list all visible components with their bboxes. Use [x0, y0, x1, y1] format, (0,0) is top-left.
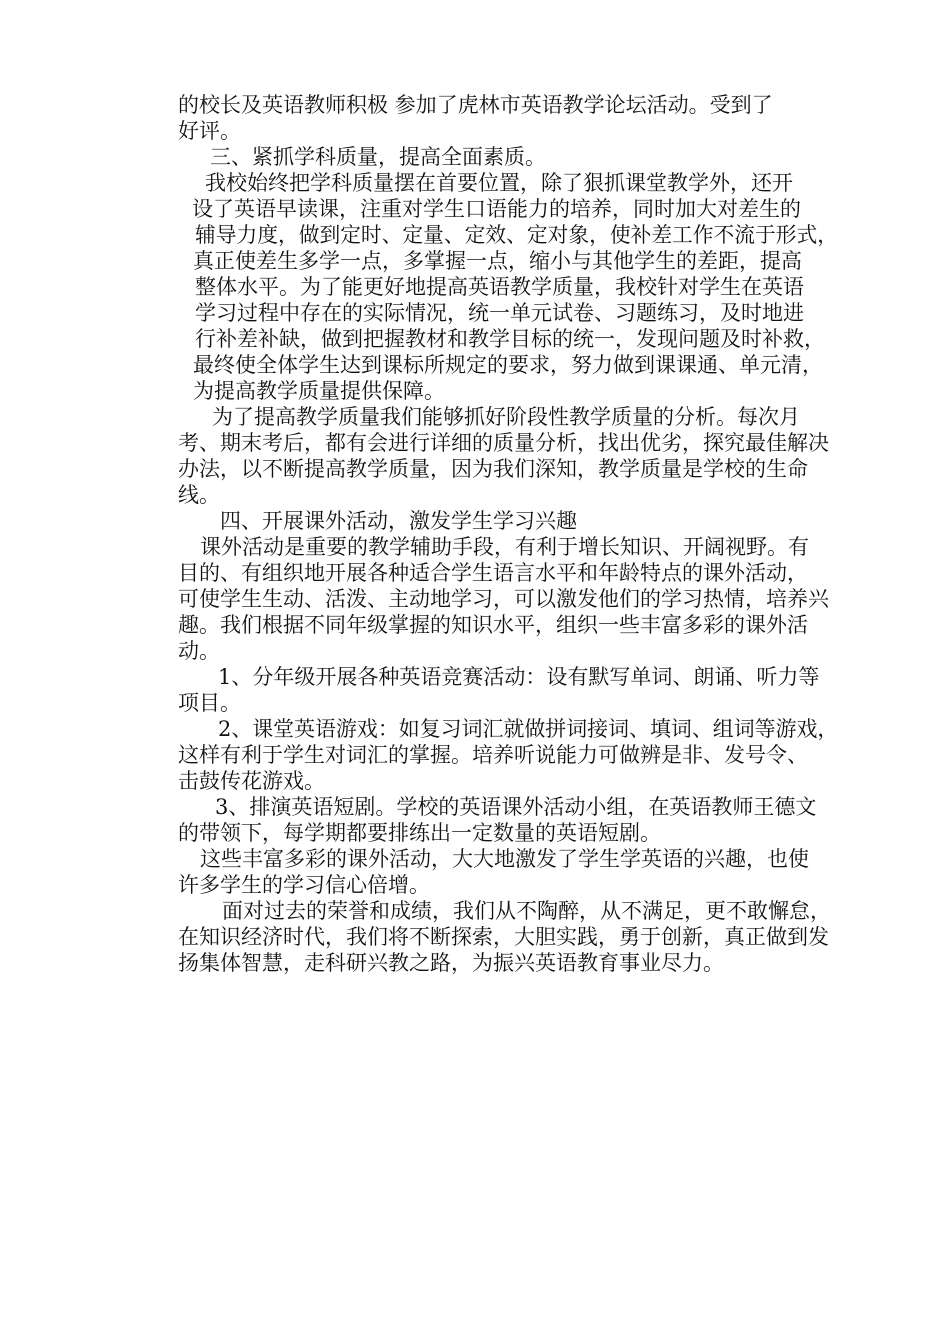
text-line: 课外活动是重要的教学辅助手段，有利于增长知识、开阔视野。有: [200, 535, 809, 559]
text-line: 这些丰富多彩的课外活动，大大地激发了学生学英语的兴趣，也使: [200, 847, 809, 871]
text-line: 考、期末考后，都有会进行详细的质量分析，找出优劣，探究最佳解决: [178, 431, 829, 455]
text-line: 2、课堂英语游戏：如复习词汇就做拼词接词、填词、组词等游戏，: [218, 717, 839, 741]
text-line: 击鼓传花游戏。: [178, 769, 325, 793]
text-line: 面对过去的荣誉和成绩，我们从不陶醉，从不满足，更不敢懈怠，: [222, 899, 831, 923]
text-line: 最终使全体学生达到课标所规定的要求，努力做到课课通、单元清，: [193, 353, 823, 377]
text-line: 目的、有组织地开展各种适合学生语言水平和年龄特点的课外活动，: [178, 561, 808, 585]
text-line: 项目。: [178, 691, 241, 715]
text-line: 动。: [178, 639, 220, 663]
text-line: 真正使差生多学一点，多掌握一点，缩小与其他学生的差距，提高: [193, 249, 802, 273]
text-line: 设了英语早读课，注重对学生口语能力的培养，同时加大对差生的: [192, 197, 801, 221]
section-heading: 三、紧抓学科质量，提高全面素质。: [210, 145, 546, 169]
text-line: 的校长及英语教师积极 参加了虎林市英语教学论坛活动。受到了: [178, 93, 773, 117]
text-line: 线。: [178, 483, 220, 507]
text-line: 为了提高教学质量我们能够抓好阶段性教学质量的分析。每次月: [212, 405, 800, 429]
text-line: 许多学生的学习信心倍增。: [178, 873, 430, 897]
text-line: 我校始终把学科质量摆在首要位置，除了狠抓课堂教学外，还开: [205, 171, 793, 195]
text-line: 3、排演英语短剧。学校的英语课外活动小组，在英语教师王德文: [215, 795, 817, 819]
text-line: 学习过程中存在的实际情况，统一单元试卷、习题练习，及时地进: [195, 301, 804, 325]
text-line: 为提高教学质量提供保障。: [193, 379, 445, 403]
text-line: 的带领下，每学期都要排练出一定数量的英语短剧。: [178, 821, 661, 845]
text-line: 这样有利于学生对词汇的掌握。培养听说能力可做辨是非、发号令、: [178, 743, 808, 767]
text-line: 整体水平。为了能更好地提高英语教学质量，我校针对学生在英语: [195, 275, 804, 299]
text-line: 在知识经济时代，我们将不断探索，大胆实践，勇于创新，真正做到发: [178, 925, 829, 949]
text-line: 辅导力度，做到定时、定量、定效、定对象，使补差工作不流于形式，: [195, 223, 838, 247]
text-line: 办法，以不断提高教学质量，因为我们深知，教学质量是学校的生命: [178, 457, 808, 481]
text-line: 行补差补缺，做到把握教材和教学目标的统一，发现问题及时补救，: [195, 327, 825, 351]
text-line: 1、分年级开展各种英语竞赛活动：设有默写单词、朗诵、听力等: [218, 665, 820, 689]
text-line: 好评。: [178, 119, 241, 143]
text-line: 扬集体智慧，走科研兴教之路，为振兴英语教育事业尽力。: [178, 951, 724, 975]
section-heading: 四、开展课外活动，激发学生学习兴趣: [220, 509, 577, 533]
text-line: 趣。我们根据不同年级掌握的知识水平，组织一些丰富多彩的课外活: [178, 613, 808, 637]
text-line: 可使学生生动、活泼、主动地学习，可以激发他们的学习热情，培养兴: [178, 587, 829, 611]
